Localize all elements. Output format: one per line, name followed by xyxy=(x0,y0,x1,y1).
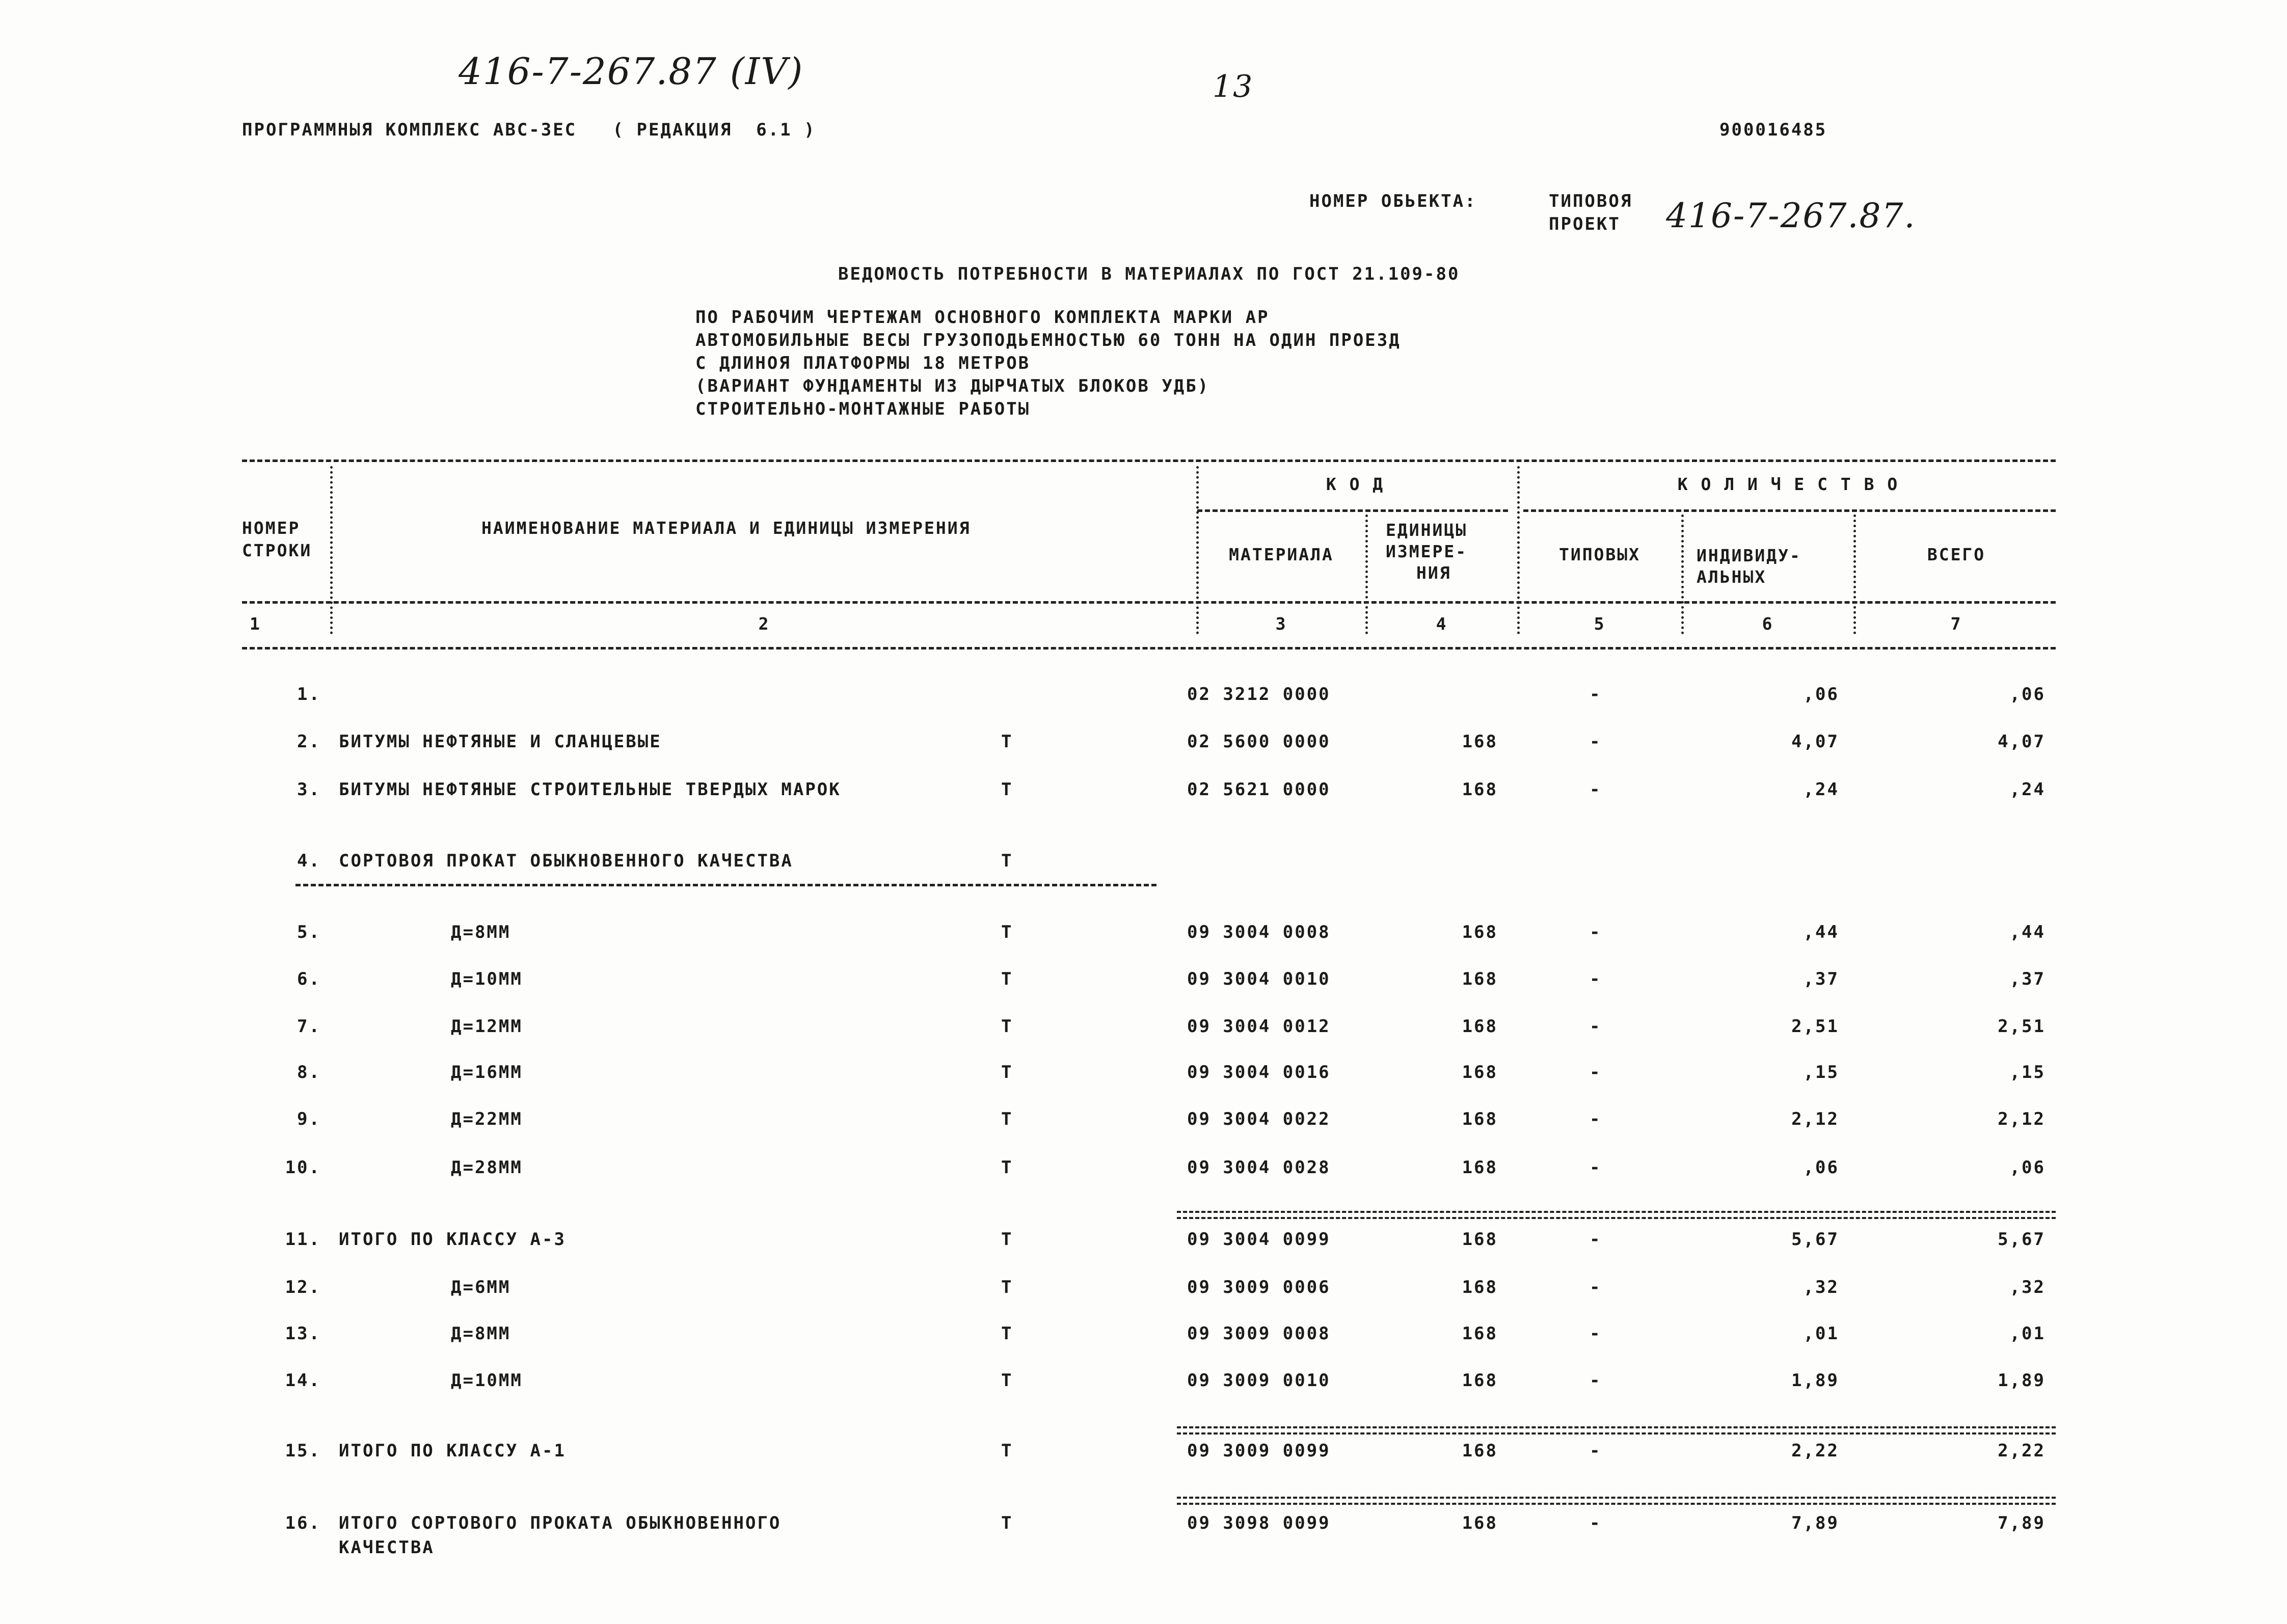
cell-row-number: 14. xyxy=(285,1370,321,1391)
cell-row-number: 16. xyxy=(285,1513,321,1533)
cell-material-name: СОРТОВОЯ ПРОКАТ ОБЫКНОВЕННОГО КАЧЕСТВА xyxy=(339,851,793,871)
column-number: 3 xyxy=(1275,614,1287,634)
cell-typical: - xyxy=(1590,732,1602,752)
header-total: ВСЕГО xyxy=(1927,545,1986,564)
cell-row-number: 2. xyxy=(297,732,321,752)
cell-unit: Т xyxy=(1001,922,1013,942)
cell-row-number: 12. xyxy=(285,1277,321,1297)
cell-unit: Т xyxy=(1001,1277,1013,1297)
column-number: 5 xyxy=(1594,614,1606,634)
subtitle-line: АВТОМОБИЛЬНЫЕ ВЕСЫ ГРУЗОПОДЬЕМНОСТЬЮ 60 ТОНН НА ОДИН ПРОЕЗД xyxy=(695,330,1401,350)
cell-unit-code: 168 xyxy=(1462,922,1498,942)
header-row-no-line1: НОМЕР xyxy=(242,518,301,538)
cell-typical: - xyxy=(1590,1109,1602,1129)
cell-unit: Т xyxy=(1001,1062,1013,1082)
handwritten-project-code: 416-7-267.87. xyxy=(1666,196,1916,235)
header-mid-rule xyxy=(242,601,2056,604)
header-individual-line2: АЛЬНЫХ xyxy=(1697,567,1767,587)
cell-individual: 4,07 xyxy=(1791,732,1839,752)
cell-unit: Т xyxy=(1001,779,1013,800)
header-unit-line1: ЕДИНИЦЫ xyxy=(1386,520,1468,540)
header-quantity-group: К О Л И Ч Е С Т В О xyxy=(1677,474,1899,494)
header-row-no-line2: СТРОКИ xyxy=(242,540,312,560)
cell-total: 2,12 xyxy=(1998,1109,2046,1129)
cell-individual: ,37 xyxy=(1803,969,1839,989)
cell-material-code: 09 3009 0099 xyxy=(1187,1441,1331,1461)
header-bottom-rule xyxy=(242,647,2056,649)
cell-row-number: 4. xyxy=(297,851,321,871)
cell-total: ,32 xyxy=(2009,1277,2046,1297)
cell-typical: - xyxy=(1590,1370,1602,1391)
column-separator xyxy=(330,466,333,634)
cell-typical: - xyxy=(1590,922,1602,942)
cell-material-name: БИТУМЫ НЕФТЯНЫЕ СТРОИТЕЛЬНЫЕ ТВЕРДЫХ МАРОК xyxy=(339,779,841,800)
cell-material-name: Д=8ММ xyxy=(451,922,511,942)
cell-material-code: 02 3212 0000 xyxy=(1187,684,1331,705)
cell-material-code: 09 3004 0022 xyxy=(1187,1109,1331,1129)
cell-material-name: ИТОГО СОРТОВОГО ПРОКАТА ОБЫКНОВЕННОГО xyxy=(339,1513,782,1533)
program-header: ПРОГРАММНЫЯ КОМПЛЕКС АВС-ЗЕС ( РЕДАКЦИЯ 6.1 ) xyxy=(242,120,816,140)
cell-total: ,06 xyxy=(2009,1157,2046,1178)
cell-individual: 2,51 xyxy=(1791,1016,1839,1037)
column-number: 2 xyxy=(758,614,770,634)
cell-material-code: 09 3009 0006 xyxy=(1187,1277,1331,1297)
handwritten-page-number: 13 xyxy=(1213,69,1254,104)
cell-material-code: 09 3004 0010 xyxy=(1187,969,1331,989)
cell-row-number: 3. xyxy=(297,779,321,800)
cell-row-number: 10. xyxy=(285,1157,321,1178)
cell-unit-code: 168 xyxy=(1462,1441,1498,1461)
cell-unit: Т xyxy=(1001,1229,1013,1250)
column-separator xyxy=(1196,466,1199,634)
qty-group-rule xyxy=(1523,509,2056,512)
cell-individual: ,32 xyxy=(1803,1277,1839,1297)
cell-individual: ,15 xyxy=(1803,1062,1839,1082)
header-top-rule xyxy=(242,459,2056,462)
cell-row-number: 11. xyxy=(285,1229,321,1250)
cell-unit-code: 168 xyxy=(1462,779,1498,800)
subtotal-rule xyxy=(1177,1426,2056,1434)
section-rule xyxy=(295,884,1156,886)
subtitle-line: ПО РАБОЧИМ ЧЕРТЕЖАМ ОСНОВНОГО КОМПЛЕКТА МАРКИ АР xyxy=(695,307,1270,328)
cell-material-name: Д=6ММ xyxy=(451,1277,511,1297)
subtotal-rule xyxy=(1177,1211,2056,1219)
cell-individual: ,06 xyxy=(1803,1157,1839,1178)
cell-total: 4,07 xyxy=(1998,732,2046,752)
cell-total: ,24 xyxy=(2009,779,2046,800)
document-title: ВЕДОМОСТЬ ПОТРЕБНОСТИ В МАТЕРИАЛАХ ПО ГОСТ 21.109-80 xyxy=(838,264,1460,284)
cell-row-number: 15. xyxy=(285,1441,321,1461)
cell-material-name-continued: КАЧЕСТВА xyxy=(339,1537,435,1558)
cell-material-code: 09 3004 0008 xyxy=(1187,922,1331,942)
cell-row-number: 1. xyxy=(297,684,321,705)
header-unit-line3: НИЯ xyxy=(1416,563,1451,583)
subtitle-line: СТРОИТЕЛЬНО-МОНТАЖНЫЕ РАБОТЫ xyxy=(695,399,1031,419)
column-number: 4 xyxy=(1436,614,1448,634)
cell-row-number: 8. xyxy=(297,1062,321,1082)
cell-row-number: 5. xyxy=(297,922,321,942)
column-separator xyxy=(1853,515,1856,634)
cell-total: ,37 xyxy=(2009,969,2046,989)
subtotal-rule xyxy=(1177,1497,2056,1505)
object-number-label: НОМЕР ОБЬЕКТА: xyxy=(1309,191,1477,211)
cell-material-code: 09 3004 0099 xyxy=(1187,1229,1331,1250)
cell-unit: Т xyxy=(1001,851,1013,871)
cell-total: 5,67 xyxy=(1998,1229,2046,1250)
cell-material-code: 09 3004 0016 xyxy=(1187,1062,1331,1082)
cell-unit-code: 168 xyxy=(1462,1062,1498,1082)
cell-unit: Т xyxy=(1001,1370,1013,1391)
code-group-rule xyxy=(1197,509,1508,512)
cell-material-code: 09 3004 0012 xyxy=(1187,1016,1331,1037)
cell-material-name: Д=28ММ xyxy=(451,1157,523,1178)
cell-individual: 2,12 xyxy=(1791,1109,1839,1129)
cell-unit-code: 168 xyxy=(1462,1370,1498,1391)
cell-individual: ,06 xyxy=(1803,684,1839,705)
subtitle-line: С ДЛИНОЯ ПЛАТФОРМЫ 18 МЕТРОВ xyxy=(695,353,1031,373)
cell-individual: 2,22 xyxy=(1791,1441,1839,1461)
cell-typical: - xyxy=(1590,1441,1602,1461)
cell-total: 2,51 xyxy=(1998,1016,2046,1037)
cell-typical: - xyxy=(1590,969,1602,989)
cell-unit: Т xyxy=(1001,732,1013,752)
cell-individual: ,01 xyxy=(1803,1323,1839,1344)
typical-project-line2: ПРОЕКТ xyxy=(1549,214,1621,234)
cell-unit-code: 168 xyxy=(1462,1277,1498,1297)
cell-total: ,15 xyxy=(2009,1062,2046,1082)
cell-total: ,44 xyxy=(2009,922,2046,942)
subtitle-line: (ВАРИАНТ ФУНДАМЕНТЫ ИЗ ДЫРЧАТЫХ БЛОКОВ УДБ) xyxy=(695,376,1210,396)
cell-individual: 7,89 xyxy=(1791,1513,1839,1533)
cell-unit-code: 168 xyxy=(1462,1513,1498,1533)
cell-typical: - xyxy=(1590,1323,1602,1344)
typical-project-line1: ТИПОВОЯ xyxy=(1549,191,1633,211)
header-material-code: МАТЕРИАЛА xyxy=(1229,545,1334,564)
cell-row-number: 13. xyxy=(285,1323,321,1344)
cell-typical: - xyxy=(1590,1062,1602,1082)
cell-material-code: 09 3098 0099 xyxy=(1187,1513,1331,1533)
cell-material-code: 09 3009 0010 xyxy=(1187,1370,1331,1391)
cell-material-code: 09 3004 0028 xyxy=(1187,1157,1331,1178)
cell-typical: - xyxy=(1590,1277,1602,1297)
column-number: 1 xyxy=(250,614,261,634)
cell-material-code: 02 5621 0000 xyxy=(1187,779,1331,800)
header-individual-line1: ИНДИВИДУ- xyxy=(1697,546,1801,565)
cell-typical: - xyxy=(1590,1016,1602,1037)
cell-row-number: 7. xyxy=(297,1016,321,1037)
cell-unit: Т xyxy=(1001,1441,1013,1461)
cell-material-name: Д=8ММ xyxy=(451,1323,511,1344)
cell-typical: - xyxy=(1590,1157,1602,1178)
header-unit-line2: ИЗМЕРЕ- xyxy=(1386,542,1468,561)
cell-total: 2,22 xyxy=(1998,1441,2046,1461)
cell-unit-code: 168 xyxy=(1462,1229,1498,1250)
cell-unit: Т xyxy=(1001,969,1013,989)
header-code-group: К О Д xyxy=(1326,474,1385,494)
cell-unit: Т xyxy=(1001,1109,1013,1129)
column-separator xyxy=(1517,466,1520,634)
cell-individual: 5,67 xyxy=(1791,1229,1839,1250)
cell-typical: - xyxy=(1590,684,1602,705)
cell-unit: Т xyxy=(1001,1513,1013,1533)
cell-unit-code: 168 xyxy=(1462,732,1498,752)
cell-unit: Т xyxy=(1001,1323,1013,1344)
cell-individual: 1,89 xyxy=(1791,1370,1839,1391)
header-typical: ТИПОВЫХ xyxy=(1558,545,1641,564)
cell-unit-code: 168 xyxy=(1462,1323,1498,1344)
cell-material-name: ИТОГО ПО КЛАССУ А-3 xyxy=(339,1229,566,1250)
cell-unit: Т xyxy=(1001,1016,1013,1037)
cell-material-code: 02 5600 0000 xyxy=(1187,732,1331,752)
cell-unit: Т xyxy=(1001,1157,1013,1178)
cell-total: ,06 xyxy=(2009,684,2046,705)
handwritten-doc-code: 416-7-267.87 (IV) xyxy=(459,50,804,93)
cell-material-code: 09 3009 0008 xyxy=(1187,1323,1331,1344)
column-number: 7 xyxy=(1950,614,1962,634)
cell-unit-code: 168 xyxy=(1462,1109,1498,1129)
cell-material-name: Д=22ММ xyxy=(451,1109,523,1129)
cell-typical: - xyxy=(1590,1229,1602,1250)
cell-individual: ,24 xyxy=(1803,779,1839,800)
cell-material-name: ИТОГО ПО КЛАССУ А-1 xyxy=(339,1441,566,1461)
cell-material-name: Д=10ММ xyxy=(451,969,523,989)
document-number: 900016485 xyxy=(1719,120,1827,140)
cell-unit-code: 168 xyxy=(1462,1016,1498,1037)
column-number: 6 xyxy=(1762,614,1774,634)
cell-material-name: БИТУМЫ НЕФТЯНЫЕ И СЛАНЦЕВЫЕ xyxy=(339,732,662,752)
cell-unit-code: 168 xyxy=(1462,1157,1498,1178)
cell-individual: ,44 xyxy=(1803,922,1839,942)
cell-unit-code: 168 xyxy=(1462,969,1498,989)
cell-material-name: Д=16ММ xyxy=(451,1062,523,1082)
cell-total: 7,89 xyxy=(1998,1513,2046,1533)
cell-row-number: 9. xyxy=(297,1109,321,1129)
cell-material-name: Д=10ММ xyxy=(451,1370,523,1391)
cell-row-number: 6. xyxy=(297,969,321,989)
cell-total: ,01 xyxy=(2009,1323,2046,1344)
cell-material-name: Д=12ММ xyxy=(451,1016,523,1037)
cell-total: 1,89 xyxy=(1998,1370,2046,1391)
cell-typical: - xyxy=(1590,779,1602,800)
header-material-name: НАИМЕНОВАНИЕ МАТЕРИАЛА И ЕДИНИЦЫ ИЗМЕРЕНИЯ xyxy=(481,518,971,538)
cell-typical: - xyxy=(1590,1513,1602,1533)
